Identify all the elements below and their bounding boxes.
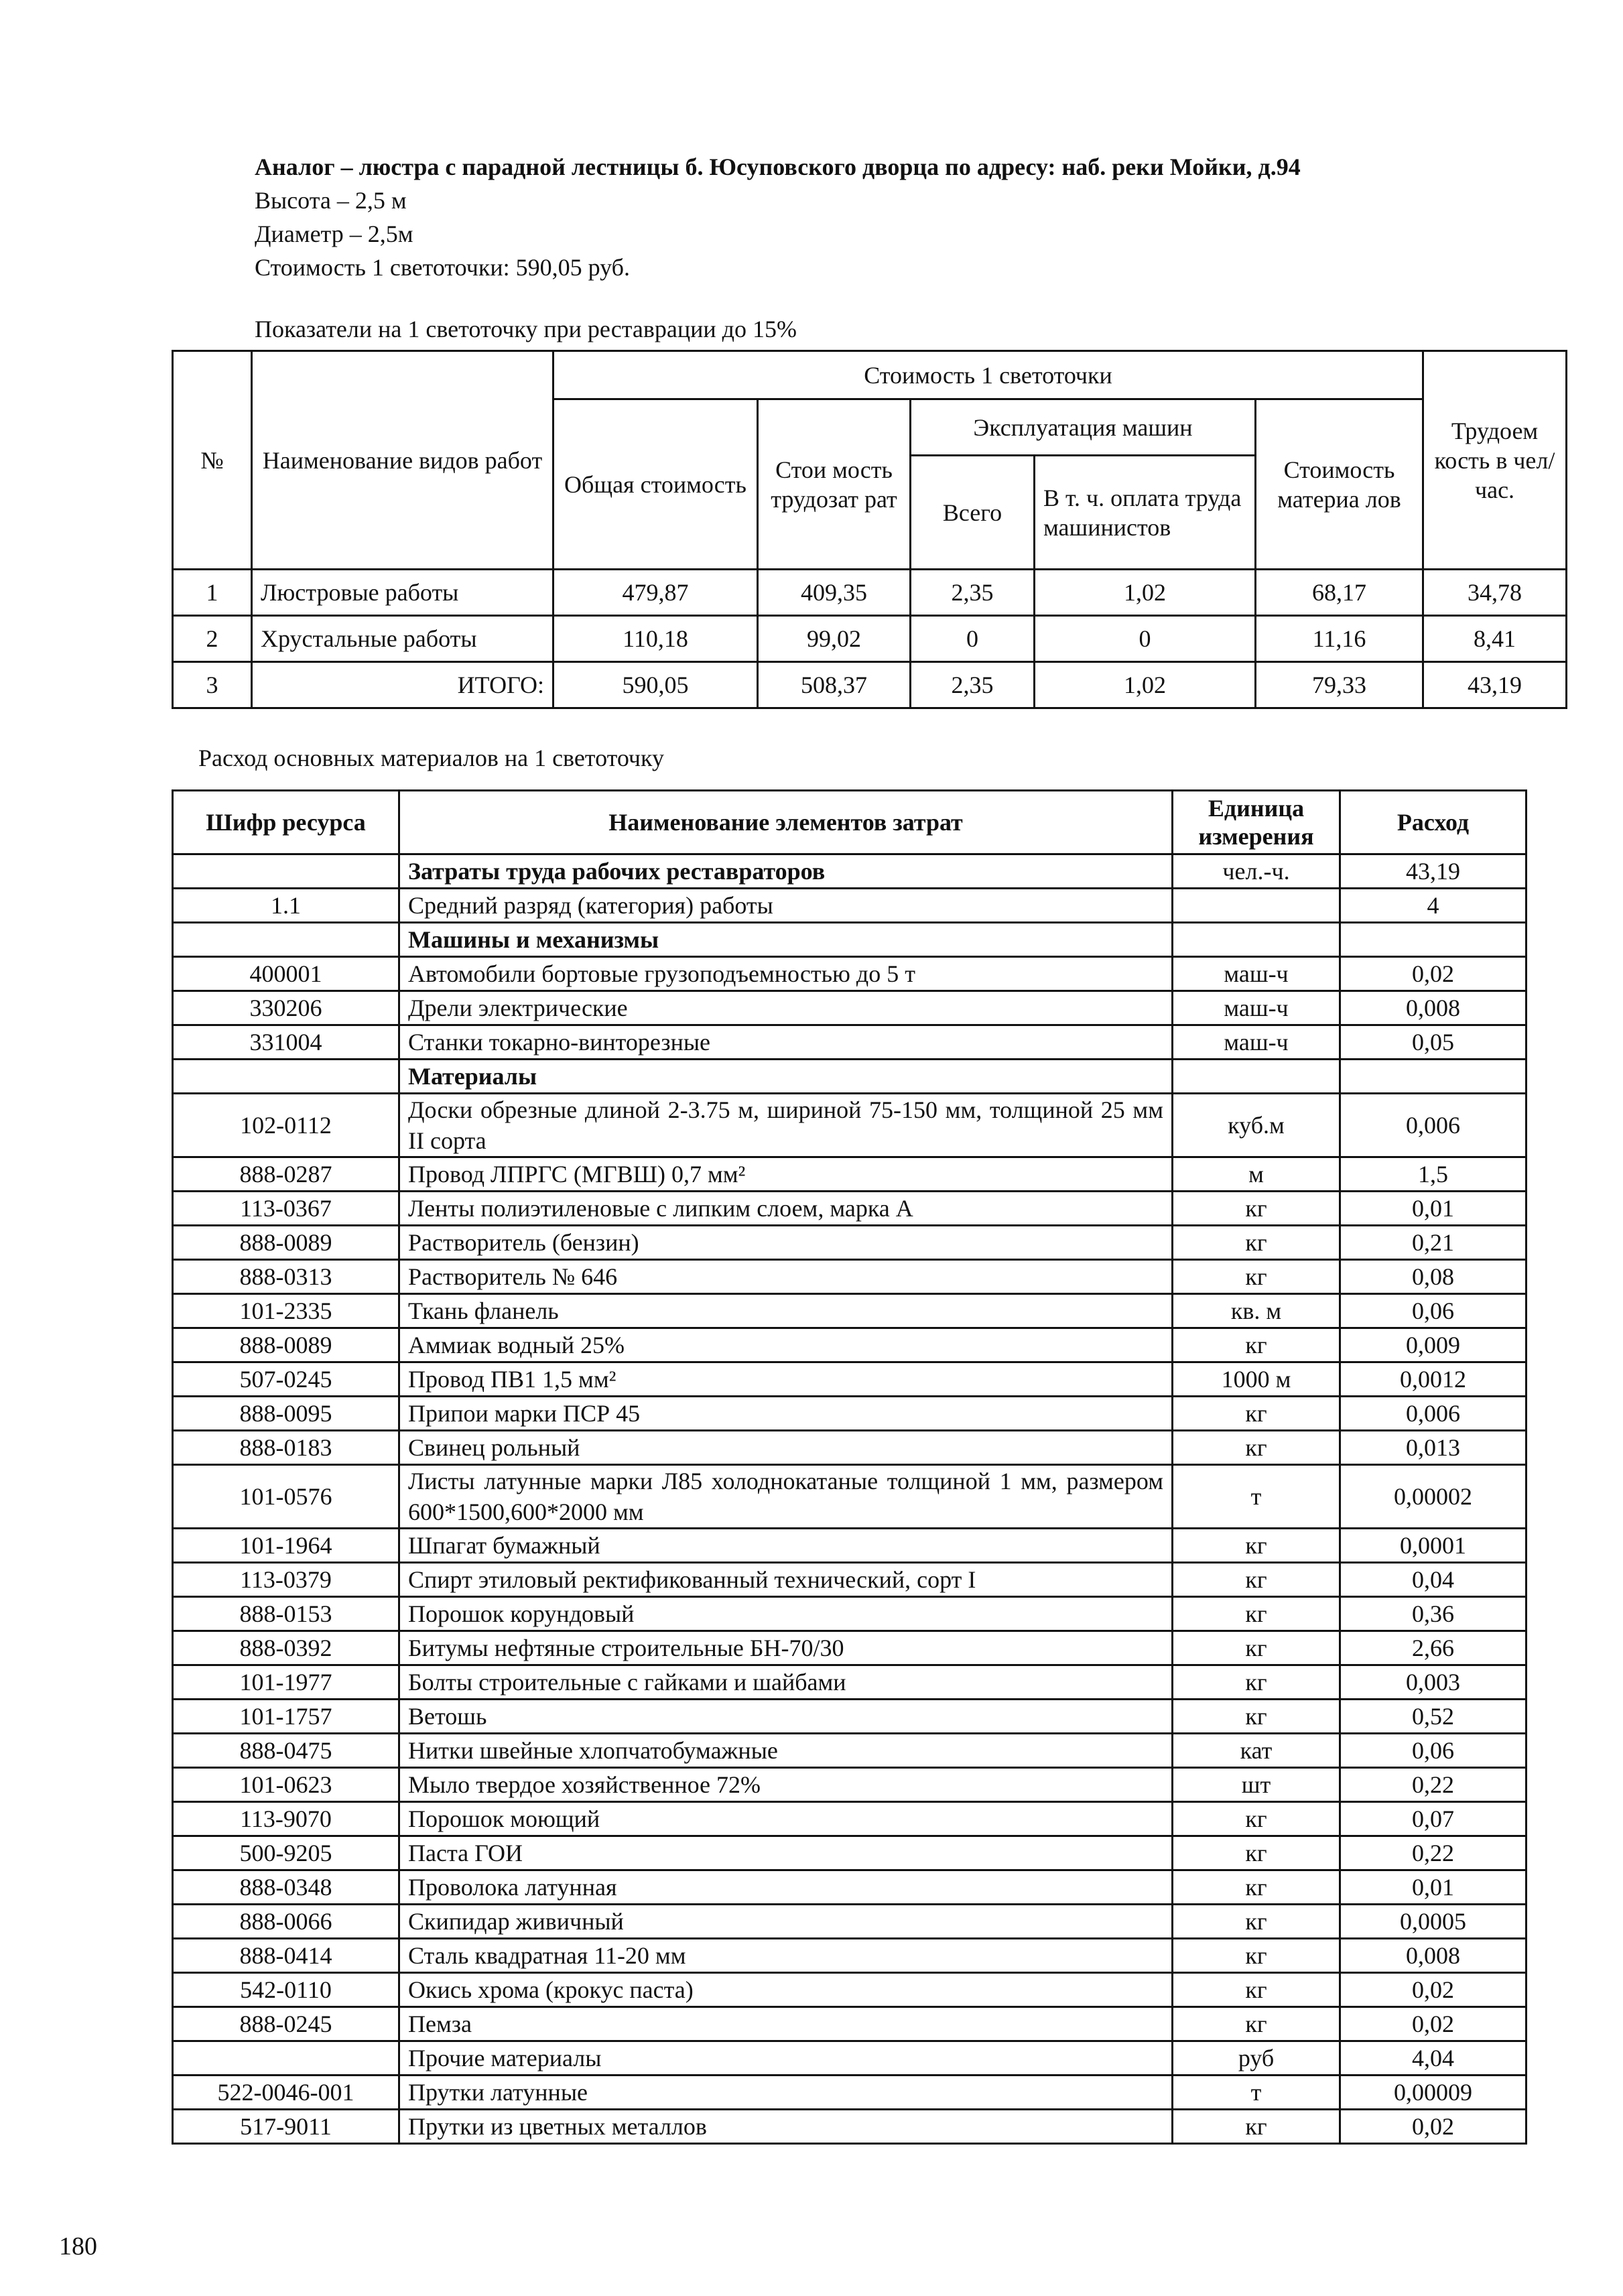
cell-name: Дрели электрические bbox=[399, 991, 1173, 1025]
indicators-row bbox=[173, 662, 1567, 708]
cell-total: 479,87 bbox=[554, 570, 758, 616]
cell-code: 102-0112 bbox=[173, 1094, 399, 1157]
cell-name: Шпагат бумажный bbox=[399, 1529, 1173, 1563]
cell-code: 888-0183 bbox=[173, 1431, 399, 1465]
indicators-table bbox=[172, 350, 1567, 709]
cell-code: 330206 bbox=[173, 991, 399, 1025]
col-header-labor-cost: Стои мость трудозат рат bbox=[758, 399, 911, 570]
material-row bbox=[173, 1631, 1527, 1665]
material-row bbox=[173, 1836, 1527, 1870]
cell-code: 888-0348 bbox=[173, 1870, 399, 1905]
cell-unit: кг bbox=[1173, 1529, 1340, 1563]
cell-code: 522-0046-001 bbox=[173, 2076, 399, 2110]
cell-code: 888-0313 bbox=[173, 1260, 399, 1294]
cell-name: Проволока латунная bbox=[399, 1870, 1173, 1905]
cell-amount bbox=[1340, 923, 1527, 957]
cell-amount: 0,006 bbox=[1340, 1094, 1527, 1157]
material-row bbox=[173, 991, 1527, 1025]
cell-unit: кг bbox=[1173, 2007, 1340, 2041]
cell-code bbox=[173, 854, 399, 889]
col-header-num: № bbox=[173, 351, 252, 570]
cell-unit: кг bbox=[1173, 1631, 1340, 1665]
cell-unit bbox=[1173, 889, 1340, 923]
cell-code: 113-0379 bbox=[173, 1563, 399, 1597]
cell-machines-pay: 1,02 bbox=[1035, 662, 1256, 708]
cell-amount: 0,01 bbox=[1340, 1192, 1527, 1226]
cell-total: 590,05 bbox=[554, 662, 758, 708]
cell-unit: кг bbox=[1173, 1973, 1340, 2007]
cell-amount: 0,02 bbox=[1340, 957, 1527, 991]
cell-num: 3 bbox=[173, 662, 252, 708]
cell-unit: шт bbox=[1173, 1768, 1340, 1802]
cell-name: Порошок моющий bbox=[399, 1802, 1173, 1836]
material-row bbox=[173, 889, 1527, 923]
cell-code: 113-9070 bbox=[173, 1802, 399, 1836]
material-row bbox=[173, 1362, 1527, 1397]
cell-code: 101-1964 bbox=[173, 1529, 399, 1563]
col-header-materials: Стоимость материа лов bbox=[1256, 399, 1423, 570]
cell-unit bbox=[1173, 923, 1340, 957]
cell-code: 500-9205 bbox=[173, 1836, 399, 1870]
cell-unit: чел.-ч. bbox=[1173, 854, 1340, 889]
material-row bbox=[173, 923, 1527, 957]
cell-name: Провод ЛПРГС (МГВШ) 0,7 мм² bbox=[399, 1157, 1173, 1192]
material-row bbox=[173, 1294, 1527, 1328]
cell-amount: 1,5 bbox=[1340, 1157, 1527, 1192]
cell-total: 110,18 bbox=[554, 616, 758, 662]
material-row bbox=[173, 1226, 1527, 1260]
material-row bbox=[173, 1870, 1527, 1905]
material-row bbox=[173, 1060, 1527, 1094]
cell-machines-total: 2,35 bbox=[911, 570, 1035, 616]
cell-materials: 79,33 bbox=[1256, 662, 1423, 708]
cell-name: Припои марки ПСР 45 bbox=[399, 1397, 1173, 1431]
cell-amount: 0,07 bbox=[1340, 1802, 1527, 1836]
cell-code: 888-0287 bbox=[173, 1157, 399, 1192]
cell-amount bbox=[1340, 1060, 1527, 1094]
col-header-code: Шифр ресурса bbox=[173, 791, 399, 854]
cell-unit: кг bbox=[1173, 1192, 1340, 1226]
cell-materials: 11,16 bbox=[1256, 616, 1423, 662]
cell-amount: 0,0012 bbox=[1340, 1362, 1527, 1397]
cell-name: Ленты полиэтиленовые с липким слоем, марка А bbox=[399, 1192, 1173, 1226]
cell-amount: 0,008 bbox=[1340, 1939, 1527, 1973]
col-header-labor: Трудоем кость в чел/час. bbox=[1423, 351, 1567, 570]
cell-name: Аммиак водный 25% bbox=[399, 1328, 1173, 1362]
cell-machines-total: 2,35 bbox=[911, 662, 1035, 708]
cell-unit: кг bbox=[1173, 1939, 1340, 1973]
cell-labor-cost: 508,37 bbox=[758, 662, 911, 708]
cell-name: Доски обрезные длиной 2-3.75 м, шириной 75-150 мм, толщиной 25 мм II сорта bbox=[399, 1094, 1173, 1157]
material-row bbox=[173, 1094, 1527, 1157]
height-line: Высота – 2,5 м bbox=[255, 187, 407, 214]
cell-name: Хрустальные работы bbox=[252, 616, 554, 662]
cell-code: 888-0153 bbox=[173, 1597, 399, 1631]
col-header-total: Общая стоимость bbox=[554, 399, 758, 570]
page-number: 180 bbox=[59, 2232, 97, 2260]
cell-code: 888-0095 bbox=[173, 1397, 399, 1431]
cell-name: Мыло твердое хозяйственное 72% bbox=[399, 1768, 1173, 1802]
cell-num: 2 bbox=[173, 616, 252, 662]
cell-unit: кг bbox=[1173, 1836, 1340, 1870]
indicators-row bbox=[173, 570, 1567, 616]
cell-name: Материалы bbox=[399, 1060, 1173, 1094]
cell-unit: кг bbox=[1173, 1260, 1340, 1294]
cell-amount: 0,02 bbox=[1340, 2110, 1527, 2144]
cell-amount: 0,04 bbox=[1340, 1563, 1527, 1597]
cell-amount: 0,36 bbox=[1340, 1597, 1527, 1631]
cell-name: Растворитель (бензин) bbox=[399, 1226, 1173, 1260]
cell-code: 888-0089 bbox=[173, 1328, 399, 1362]
material-row bbox=[173, 2110, 1527, 2144]
cell-code: 101-1977 bbox=[173, 1665, 399, 1700]
cell-unit: кв. м bbox=[1173, 1294, 1340, 1328]
cell-unit: кг bbox=[1173, 1226, 1340, 1260]
material-row bbox=[173, 1397, 1527, 1431]
cell-unit: кг bbox=[1173, 1431, 1340, 1465]
cell-name: Машины и механизмы bbox=[399, 923, 1173, 957]
cell-unit: маш-ч bbox=[1173, 957, 1340, 991]
cell-amount: 0,21 bbox=[1340, 1226, 1527, 1260]
col-header-element-name: Наименование элементов затрат bbox=[399, 791, 1173, 854]
col-header-cost-group: Стоимость 1 светоточки bbox=[554, 351, 1423, 399]
cell-amount: 0,008 bbox=[1340, 991, 1527, 1025]
cell-amount: 4,04 bbox=[1340, 2041, 1527, 2076]
material-row bbox=[173, 2076, 1527, 2110]
cell-name: Порошок корундовый bbox=[399, 1597, 1173, 1631]
cell-materials: 68,17 bbox=[1256, 570, 1423, 616]
cell-labor: 34,78 bbox=[1423, 570, 1567, 616]
cell-unit: кг bbox=[1173, 1870, 1340, 1905]
cell-name: Сталь квадратная 11-20 мм bbox=[399, 1939, 1173, 1973]
cell-code: 517-9011 bbox=[173, 2110, 399, 2144]
material-row bbox=[173, 1192, 1527, 1226]
diameter-line: Диаметр – 2,5м bbox=[255, 220, 413, 247]
material-row bbox=[173, 1260, 1527, 1294]
material-row bbox=[173, 1768, 1527, 1802]
cell-amount: 43,19 bbox=[1340, 854, 1527, 889]
cell-amount: 0,009 bbox=[1340, 1328, 1527, 1362]
cell-code bbox=[173, 923, 399, 957]
cell-amount: 0,01 bbox=[1340, 1870, 1527, 1905]
cell-machines-pay: 1,02 bbox=[1035, 570, 1256, 616]
cell-amount: 0,00002 bbox=[1340, 1465, 1527, 1529]
cell-amount: 0,00009 bbox=[1340, 2076, 1527, 2110]
cell-unit: руб bbox=[1173, 2041, 1340, 2076]
cell-name: Ткань фланель bbox=[399, 1294, 1173, 1328]
cell-name: Прутки латунные bbox=[399, 2076, 1173, 2110]
cell-name: Средний разряд (категория) работы bbox=[399, 889, 1173, 923]
material-row bbox=[173, 1025, 1527, 1060]
cell-amount: 0,0001 bbox=[1340, 1529, 1527, 1563]
cell-unit: кг bbox=[1173, 1563, 1340, 1597]
cell-unit: кг bbox=[1173, 1905, 1340, 1939]
cell-name: Спирт этиловый ректификованный технический, сорт I bbox=[399, 1563, 1173, 1597]
cell-unit: т bbox=[1173, 2076, 1340, 2110]
cell-num: 1 bbox=[173, 570, 252, 616]
cell-amount: 0,08 bbox=[1340, 1260, 1527, 1294]
cell-unit: кг bbox=[1173, 2110, 1340, 2144]
cell-unit: т bbox=[1173, 1465, 1340, 1529]
cell-amount: 0,05 bbox=[1340, 1025, 1527, 1060]
cell-amount: 0,006 bbox=[1340, 1397, 1527, 1431]
indicators-row bbox=[173, 616, 1567, 662]
materials-table bbox=[172, 789, 1527, 2145]
cell-name: Ветошь bbox=[399, 1700, 1173, 1734]
cell-code: 888-0414 bbox=[173, 1939, 399, 1973]
cell-code: 507-0245 bbox=[173, 1362, 399, 1397]
cell-amount: 0,22 bbox=[1340, 1768, 1527, 1802]
cell-labor-cost: 99,02 bbox=[758, 616, 911, 662]
material-row bbox=[173, 957, 1527, 991]
cell-name: Окись хрома (крокус паста) bbox=[399, 1973, 1173, 2007]
cell-machines-total: 0 bbox=[911, 616, 1035, 662]
material-row bbox=[173, 854, 1527, 889]
materials-caption: Расход основных материалов на 1 светоточку bbox=[198, 745, 665, 771]
col-header-machines-total: Всего bbox=[911, 456, 1035, 570]
cell-amount: 0,02 bbox=[1340, 1973, 1527, 2007]
col-header-name: Наименование видов работ bbox=[252, 351, 554, 570]
cell-name: Болты строительные с гайками и шайбами bbox=[399, 1665, 1173, 1700]
cell-code: 888-0475 bbox=[173, 1734, 399, 1768]
cell-name: Автомобили бортовые грузоподъемностью до 5 т bbox=[399, 957, 1173, 991]
cell-machines-pay: 0 bbox=[1035, 616, 1256, 662]
cell-amount: 0,06 bbox=[1340, 1734, 1527, 1768]
cell-name: Нитки швейные хлопчатобумажные bbox=[399, 1734, 1173, 1768]
material-row bbox=[173, 1939, 1527, 1973]
cell-code bbox=[173, 1060, 399, 1094]
indicators-caption: Показатели на 1 светоточку при реставрации до 15% bbox=[255, 316, 797, 342]
material-row bbox=[173, 1734, 1527, 1768]
cell-amount: 0,22 bbox=[1340, 1836, 1527, 1870]
cell-unit: кг bbox=[1173, 1597, 1340, 1631]
material-row bbox=[173, 1597, 1527, 1631]
cell-name: Свинец рольный bbox=[399, 1431, 1173, 1465]
cell-name: Скипидар живичный bbox=[399, 1905, 1173, 1939]
cell-code: 542-0110 bbox=[173, 1973, 399, 2007]
cell-name: Битумы нефтяные строительные БН-70/30 bbox=[399, 1631, 1173, 1665]
cell-code: 101-1757 bbox=[173, 1700, 399, 1734]
cell-unit: кат bbox=[1173, 1734, 1340, 1768]
cell-name: Растворитель № 646 bbox=[399, 1260, 1173, 1294]
cell-labor: 43,19 bbox=[1423, 662, 1567, 708]
cell-amount: 0,06 bbox=[1340, 1294, 1527, 1328]
cell-code: 113-0367 bbox=[173, 1192, 399, 1226]
cell-unit: кг bbox=[1173, 1397, 1340, 1431]
cell-labor-cost: 409,35 bbox=[758, 570, 911, 616]
cell-name: Паста ГОИ bbox=[399, 1836, 1173, 1870]
cell-unit: м bbox=[1173, 1157, 1340, 1192]
cell-amount: 0,013 bbox=[1340, 1431, 1527, 1465]
cell-unit: кг bbox=[1173, 1328, 1340, 1362]
material-row bbox=[173, 1465, 1527, 1529]
cell-code: 888-0089 bbox=[173, 1226, 399, 1260]
cell-amount: 0,0005 bbox=[1340, 1905, 1527, 1939]
cell-labor: 8,41 bbox=[1423, 616, 1567, 662]
cell-code: 400001 bbox=[173, 957, 399, 991]
cell-name: Затраты труда рабочих реставраторов bbox=[399, 854, 1173, 889]
material-row bbox=[173, 1973, 1527, 2007]
cell-code bbox=[173, 2041, 399, 2076]
cost-line: Стоимость 1 светоточки: 590,05 руб. bbox=[255, 254, 630, 281]
cell-name: Провод ПВ1 1,5 мм² bbox=[399, 1362, 1173, 1397]
material-row bbox=[173, 1529, 1527, 1563]
material-row bbox=[173, 1431, 1527, 1465]
material-row bbox=[173, 1905, 1527, 1939]
document-header bbox=[255, 150, 1301, 284]
material-row bbox=[173, 1157, 1527, 1192]
cell-unit bbox=[1173, 1060, 1340, 1094]
cell-name: Прочие материалы bbox=[399, 2041, 1173, 2076]
cell-code: 888-0392 bbox=[173, 1631, 399, 1665]
cell-name: Люстровые работы bbox=[252, 570, 554, 616]
cell-unit: 1000 м bbox=[1173, 1362, 1340, 1397]
cell-unit: кг bbox=[1173, 1700, 1340, 1734]
col-header-unit: Единица измерения bbox=[1173, 791, 1340, 854]
material-row bbox=[173, 1802, 1527, 1836]
cell-unit: кг bbox=[1173, 1665, 1340, 1700]
cell-name: Станки токарно-винторезные bbox=[399, 1025, 1173, 1060]
cell-code: 101-2335 bbox=[173, 1294, 399, 1328]
cell-unit: маш-ч bbox=[1173, 1025, 1340, 1060]
cell-code: 101-0623 bbox=[173, 1768, 399, 1802]
material-row bbox=[173, 2041, 1527, 2076]
cell-amount: 4 bbox=[1340, 889, 1527, 923]
cell-code: 888-0066 bbox=[173, 1905, 399, 1939]
cell-name: Прутки из цветных металлов bbox=[399, 2110, 1173, 2144]
cell-amount: 0,003 bbox=[1340, 1665, 1527, 1700]
cell-unit: кг bbox=[1173, 1802, 1340, 1836]
material-row bbox=[173, 1328, 1527, 1362]
col-header-amount: Расход bbox=[1340, 791, 1527, 854]
cell-code: 1.1 bbox=[173, 889, 399, 923]
cell-unit: куб.м bbox=[1173, 1094, 1340, 1157]
cell-unit: маш-ч bbox=[1173, 991, 1340, 1025]
cell-amount: 2,66 bbox=[1340, 1631, 1527, 1665]
cell-code: 331004 bbox=[173, 1025, 399, 1060]
cell-name: ИТОГО: bbox=[252, 662, 554, 708]
material-row bbox=[173, 1563, 1527, 1597]
cell-code: 101-0576 bbox=[173, 1465, 399, 1529]
cell-name: Листы латунные марки Л85 холоднокатаные толщиной 1 мм, размером 600*1500,600*2000 мм bbox=[399, 1465, 1173, 1529]
material-row bbox=[173, 1665, 1527, 1700]
material-row bbox=[173, 2007, 1527, 2041]
col-header-machines: Эксплуатация машин bbox=[911, 399, 1256, 456]
cell-code: 888-0245 bbox=[173, 2007, 399, 2041]
material-row bbox=[173, 1700, 1527, 1734]
cell-amount: 0,52 bbox=[1340, 1700, 1527, 1734]
cell-name: Пемза bbox=[399, 2007, 1173, 2041]
col-header-machines-pay: В т. ч. оплата труда машинистов bbox=[1035, 456, 1256, 570]
cell-amount: 0,02 bbox=[1340, 2007, 1527, 2041]
document-title: Аналог – люстра с парадной лестницы б. Юсуповского дворца по адресу: наб. реки Мойки, д.94 bbox=[255, 153, 1301, 180]
